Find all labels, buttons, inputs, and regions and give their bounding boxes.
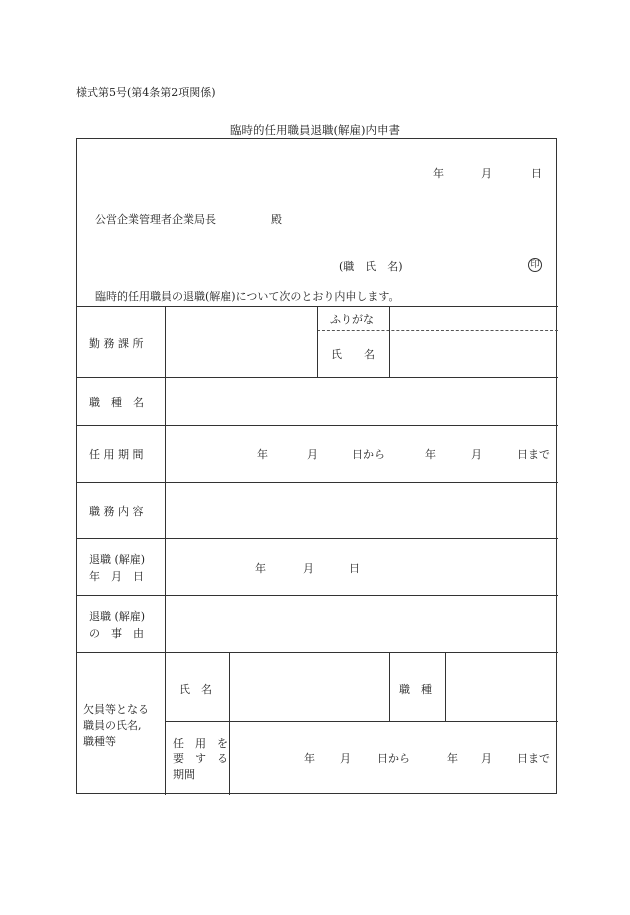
vacancy-label-1: 欠員等となる <box>83 703 149 716</box>
divider <box>77 652 558 653</box>
divider <box>77 595 558 596</box>
vacancy-name-label: 氏 名 <box>179 683 212 696</box>
honorific: 殿 <box>271 213 282 226</box>
divider <box>77 538 558 539</box>
required-year-until: 年 <box>447 752 458 765</box>
divider <box>77 425 558 426</box>
retirement-date-label-2: 年 月 日 <box>89 570 144 583</box>
form-title: 臨時的任用職員退職(解雇)内申書 <box>230 123 400 137</box>
required-month-until: 月 <box>481 752 492 765</box>
period-year-until: 年 <box>425 448 436 461</box>
divider <box>317 306 318 377</box>
furigana-divider <box>317 330 558 331</box>
date-day-label: 日 <box>531 167 542 180</box>
vacancy-label-3: 職種等 <box>83 735 116 748</box>
required-period-label-3: 期間 <box>173 768 195 781</box>
divider <box>389 306 390 377</box>
retirement-day: 日 <box>349 562 360 575</box>
divider <box>77 377 558 378</box>
required-day-from: 日から <box>377 752 410 765</box>
retirement-reason-label-1: 退職 (解雇) <box>89 610 146 623</box>
appointment-period-label: 任 用 期 間 <box>89 448 144 461</box>
required-period-label-1: 任 用 を <box>173 737 228 750</box>
required-month-from: 月 <box>340 752 351 765</box>
statement: 臨時的任用職員の退職(解雇)について次のとおり内申します。 <box>95 290 400 303</box>
required-year-from: 年 <box>304 752 315 765</box>
divider <box>165 721 558 722</box>
retirement-reason-label-2: の 事 由 <box>89 627 144 640</box>
divider <box>77 482 558 483</box>
workplace-label: 勤 務 課 所 <box>89 337 144 350</box>
divider <box>389 652 390 721</box>
retirement-month: 月 <box>303 562 314 575</box>
date-month-label: 月 <box>481 167 492 180</box>
furigana-label: ふりがな <box>330 313 374 326</box>
addressee: 公営企業管理者企業局長 <box>95 213 216 226</box>
period-year-from: 年 <box>257 448 268 461</box>
form-number: 様式第5号(第4条第2項関係) <box>76 86 216 99</box>
retirement-date-label-1: 退職 (解雇) <box>89 553 146 566</box>
position-name-label: (職 氏 名) <box>339 260 403 273</box>
date-year-label: 年 <box>433 167 444 180</box>
required-period-label-2: 要 す る <box>173 752 228 765</box>
period-month-from: 月 <box>307 448 318 461</box>
retirement-year: 年 <box>255 562 266 575</box>
duty-content-label: 職 務 内 容 <box>89 505 144 518</box>
period-month-until: 月 <box>471 448 482 461</box>
name-label: 氏 名 <box>331 348 375 361</box>
divider <box>229 652 230 795</box>
required-day-until: 日まで <box>517 752 550 765</box>
divider <box>445 652 446 721</box>
period-day-until: 日まで <box>517 448 550 461</box>
form-box <box>76 138 557 794</box>
vacancy-label-2: 職員の氏名, <box>83 719 142 732</box>
job-type-label: 職 種 名 <box>89 396 144 409</box>
divider <box>165 306 166 795</box>
vacancy-job-label: 職 種 <box>399 683 432 696</box>
seal-mark: 印 <box>528 258 542 272</box>
period-day-from: 日から <box>352 448 385 461</box>
